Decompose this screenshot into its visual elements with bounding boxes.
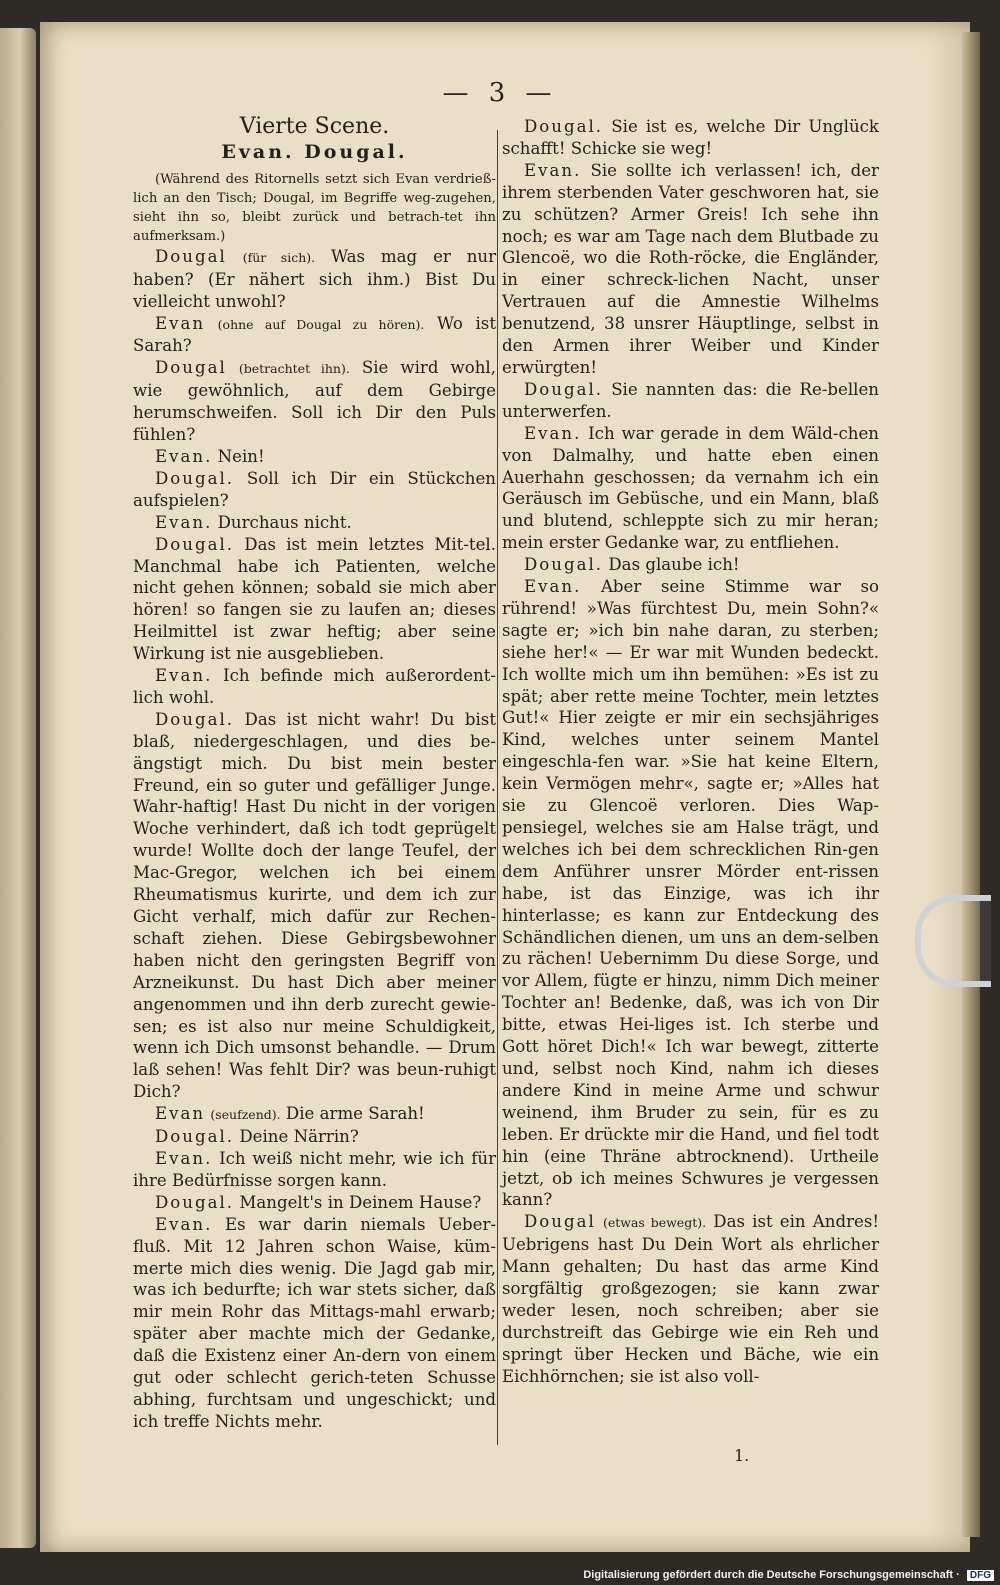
column-divider xyxy=(497,130,498,1445)
dialogue-text: Soll ich Dir ein Stückchen aufspielen? xyxy=(133,468,496,510)
dialogue-text: Was mag er nur haben? (Er nähert sich ihm.) Bist Du vielleicht unwohl? xyxy=(133,246,497,311)
dialogue-text: Ich befinde mich außerordent-lich wohl. xyxy=(133,666,497,707)
speaker-name: Dougal xyxy=(155,246,227,266)
speaker-name: Dougal. xyxy=(524,379,604,399)
dialogue-text: Ich war gerade in dem Wäld-chen von Dalmalhy, und hatte eben einen Auerhahn geschossen; da vernahm ich ein Geräusch im Gebüsche, und ein Mann, blaß und blutend, schleppte sich zu mir heran; mein erster Gedanke war, zu entfliehen. xyxy=(502,423,879,553)
scene-characters: Evan. Dougal. xyxy=(221,140,408,163)
dialogue-line xyxy=(133,1214,496,1433)
speaker-name: Dougal. xyxy=(524,117,604,136)
dialogue-line xyxy=(133,468,496,512)
speaker-name: Evan. xyxy=(524,423,582,443)
speaker-name: Evan. xyxy=(155,1214,213,1234)
speaker-name: Dougal. xyxy=(155,1127,235,1147)
speaker-name: Dougal. xyxy=(155,468,235,488)
speaker-name: Dougal. xyxy=(155,709,235,729)
speaker-name: Evan xyxy=(155,313,206,333)
speaker-direction: (für sich). xyxy=(242,249,316,265)
left-dialogue xyxy=(133,246,496,1433)
dialogue-text: Sie ist es, welche Dir Unglück schafft! Schicke sie weg! xyxy=(502,117,879,158)
dialogue-text: Das ist nicht wahr! Du bist blaß, niedergeschlagen, und dies be-ängstigt mich. Du bist mein bester Freund, ein so guter und gefälliger Junge. Wahr-haftig! Hast Du nicht in der vorigen Woche verhindert, daß ich todt geprügelt wurde! Wollte doch der lange Teufel, der Mac-Gregor, welchen ich bei einem Rheumatismus kurirte, und dem ich zur Gicht verhalf, mich dafür zur Rechen-schaft ziehen. Diese Gebirgsbewohner haben nicht den geringsten Begriff von Arzneikunst. Du hast Dich aber meiner angenommen und ihn derb zurecht gewie-sen; es ist also nur meine Schuldigkeit, wenn ich Dich umsonst behandle. — Drum laß sehen! Was fehlt Dir? was beun-ruhigt Dich? xyxy=(133,709,496,1102)
speaker-direction: (ohne auf Dougal zu hören). xyxy=(217,316,425,332)
sheet-signature: 1. xyxy=(734,1446,750,1465)
dfg-logo-icon: DFG xyxy=(967,1570,994,1581)
dialogue-text: Sie nannten das: die Re-bellen unterwerfen. xyxy=(502,379,879,421)
dialogue-text: Das ist ein Andres! Uebrigens hast Du Dein Wort als ehrlicher Mann gehalten; Du hast das arme Kind sorgfältig großgezogen; sie kann zwar weder lesen, noch schreiben; aber sie durchstreift das Gebirge wie ein Reh und springt über Hecken und Bäche, wie ein Eichhörnchen; sie ist also voll- xyxy=(502,1212,880,1386)
dialogue-text: Es war darin niemals Ueber-fluß. Mit 12 Jahren schon Waise, küm-merte mich dies wenig. Die Jagd gab mir, was ich bedurfte; ich war stets sicher, daß mir mein Rohr das Mittags-mahl erwarb; später aber machte mich der Gedanke, daß die Existenz einer An-dern von einem gut oder schlecht gerich-teten Schusse abhing, furchtsam und ungeschickt; und ich treffe Nichts mehr. xyxy=(133,1214,496,1431)
speaker-direction: (betrachtet ihn). xyxy=(238,361,350,377)
dialogue-text: Wo ist Sarah? xyxy=(133,313,496,356)
speaker-name: Evan. xyxy=(155,512,213,532)
dialogue-line xyxy=(502,423,879,554)
dialogue-line xyxy=(133,446,496,468)
speaker-name: Evan. xyxy=(155,1148,213,1168)
speaker-name: Dougal xyxy=(155,358,227,378)
dialogue-line xyxy=(502,1211,879,1387)
speaker-name: Evan. xyxy=(524,577,582,597)
speaker-name: Dougal. xyxy=(155,534,235,554)
dialogue-text: Nein! xyxy=(217,446,265,466)
dialogue-line xyxy=(502,160,879,379)
dialogue-line xyxy=(133,665,496,709)
page-stack-edge xyxy=(962,32,980,1537)
dialogue-text: Mangelt's in Deinem Hause? xyxy=(239,1192,482,1212)
dialogue-text: Das ist mein letztes Mit-tel. Manchmal habe ich Patienten, welche nicht gehen können; sobald sie mich aber hören! so fangen sie zu laufen an; dieses Heilmittel ist zwar heftig; aber seine Wirkung ist nie ausgeblieben. xyxy=(133,534,496,664)
digitization-credit xyxy=(583,1569,994,1581)
speaker-name: Evan xyxy=(155,1104,206,1124)
dialogue-text: Aber seine Stimme war so rührend! »Was fürchtest Du, mein Sohn?« sagte er; »ich bin nahe daran, zu sterben; siehe her!« — Er war mit Wunden bedeckt. Ich wollte mich um ihn bemühen: »Es ist zu spät; aber rette meine Tochter, mein letztes Gut!« Hier zeigte er mir ein sechsjähriges Kind, welches unter seinem Mantel eingeschla-fen war. »Sie hat keine Eltern, kein Vermögen mehr«, sagte er; »Alles hat sie zu Glencoë verloren. Dies Wap-pensiegel, welches sie am Halse trägt, und welches ich bei dem schrecklichen Rin-gen dem Anführer unsrer Mörder ent-rissen habe, ist das Einzige, was ich ihr hinterlasse; es kann zur Entdeckung des Schändlichen dienen, um uns an dem-selben zu rächen! Uebernimm Du diese Sorge, und vor Allem, fügte er hinzu, nimm Dich meiner Tochter an! Bedenke, daß, was ich von Dir bitte, etwas Hei-liges ist. Ich sterbe und Gott höret Dich!« Ich war bewegt, zitterte und, selbst noch Kind, nahm ich dieses andere Kind in meine Arme und schwur weinend, ihm Bruder zu sein, für es zu leben. Er drückte mir die Hand, und fiel todt hin (eine Thräne abtrocknend). Urtheile jetzt, ob ich meines Schwures je vergessen kann? xyxy=(502,577,879,1210)
speaker-name: Dougal. xyxy=(155,1192,235,1212)
stage-direction: (Während des Ritornells setzt sich Evan verdrieß-lich an den Tisch; Dougal, im Begriffe weg-zugehen, sieht ihn so, bleibt zurück und betrach-tet ihn aufmerksam.) xyxy=(133,171,496,244)
left-column xyxy=(133,116,496,1433)
speaker-name: Evan. xyxy=(155,446,213,466)
dialogue-line xyxy=(133,534,496,665)
speaker-name: Dougal xyxy=(524,1212,596,1232)
speaker-name: Evan. xyxy=(155,666,213,686)
dialogue-text: Die arme Sarah! xyxy=(285,1104,425,1124)
previous-page-edge xyxy=(0,28,36,1548)
dialogue-line xyxy=(502,116,879,160)
dialogue-line xyxy=(133,512,496,534)
credit-text: Digitalisierung gefördert durch die Deutsche Forschungsgemeinschaft · xyxy=(583,1569,960,1581)
speaker-direction: (seufzend). xyxy=(210,1107,281,1123)
dialogue-line xyxy=(133,1192,496,1214)
scene-title: Vierte Scene. xyxy=(239,114,390,139)
dialogue-text: Durchaus nicht. xyxy=(217,512,352,532)
speaker-direction: (etwas bewegt). xyxy=(602,1215,707,1231)
dialogue-text: Sie sollte ich verlassen! ich, der ihrem sterbenden Vater geschworen hat, sie zu schützen? Armer Greis! Ich sehe ihn noch; es war am Tage nach dem Blutbade zu Glencoë, wo die Roth-röcke, die Engländer, in einer schreck-lichen Nacht, unser Vertrauen auf die Amnestie Wilhelms benutzend, 38 unsrer Häuptlinge, selbst in den Armen ihrer Weiber und Kinder erwürgten! xyxy=(502,160,879,377)
dialogue-line xyxy=(133,313,496,358)
speaker-name: Dougal. xyxy=(524,555,604,575)
dialogue-line xyxy=(133,1103,496,1126)
right-dialogue xyxy=(502,116,879,1388)
dialogue-text: Sie wird wohl, wie gewöhnlich, auf dem Gebirge herumschweifen. Soll ich Dir den Puls fühlen? xyxy=(133,358,497,445)
dialogue-line xyxy=(502,554,879,576)
speaker-name: Evan. xyxy=(524,160,582,180)
dialogue-line xyxy=(502,576,879,1211)
page-clip-icon xyxy=(915,895,991,987)
dialogue-text: Das glaube ich! xyxy=(608,555,740,575)
dialogue-line xyxy=(133,709,496,1103)
dialogue-line xyxy=(133,246,496,313)
dialogue-text: Ich weiß nicht mehr, wie ich für ihre Bedürfnisse sorgen kann. xyxy=(133,1148,497,1190)
dialogue-line xyxy=(133,1148,496,1192)
right-column xyxy=(502,116,879,1388)
dialogue-line xyxy=(133,357,496,446)
dialogue-line xyxy=(133,1126,496,1148)
dialogue-line xyxy=(502,379,879,423)
dialogue-text: Deine Närrin? xyxy=(239,1127,359,1147)
page-number: — 3 — xyxy=(442,78,558,108)
